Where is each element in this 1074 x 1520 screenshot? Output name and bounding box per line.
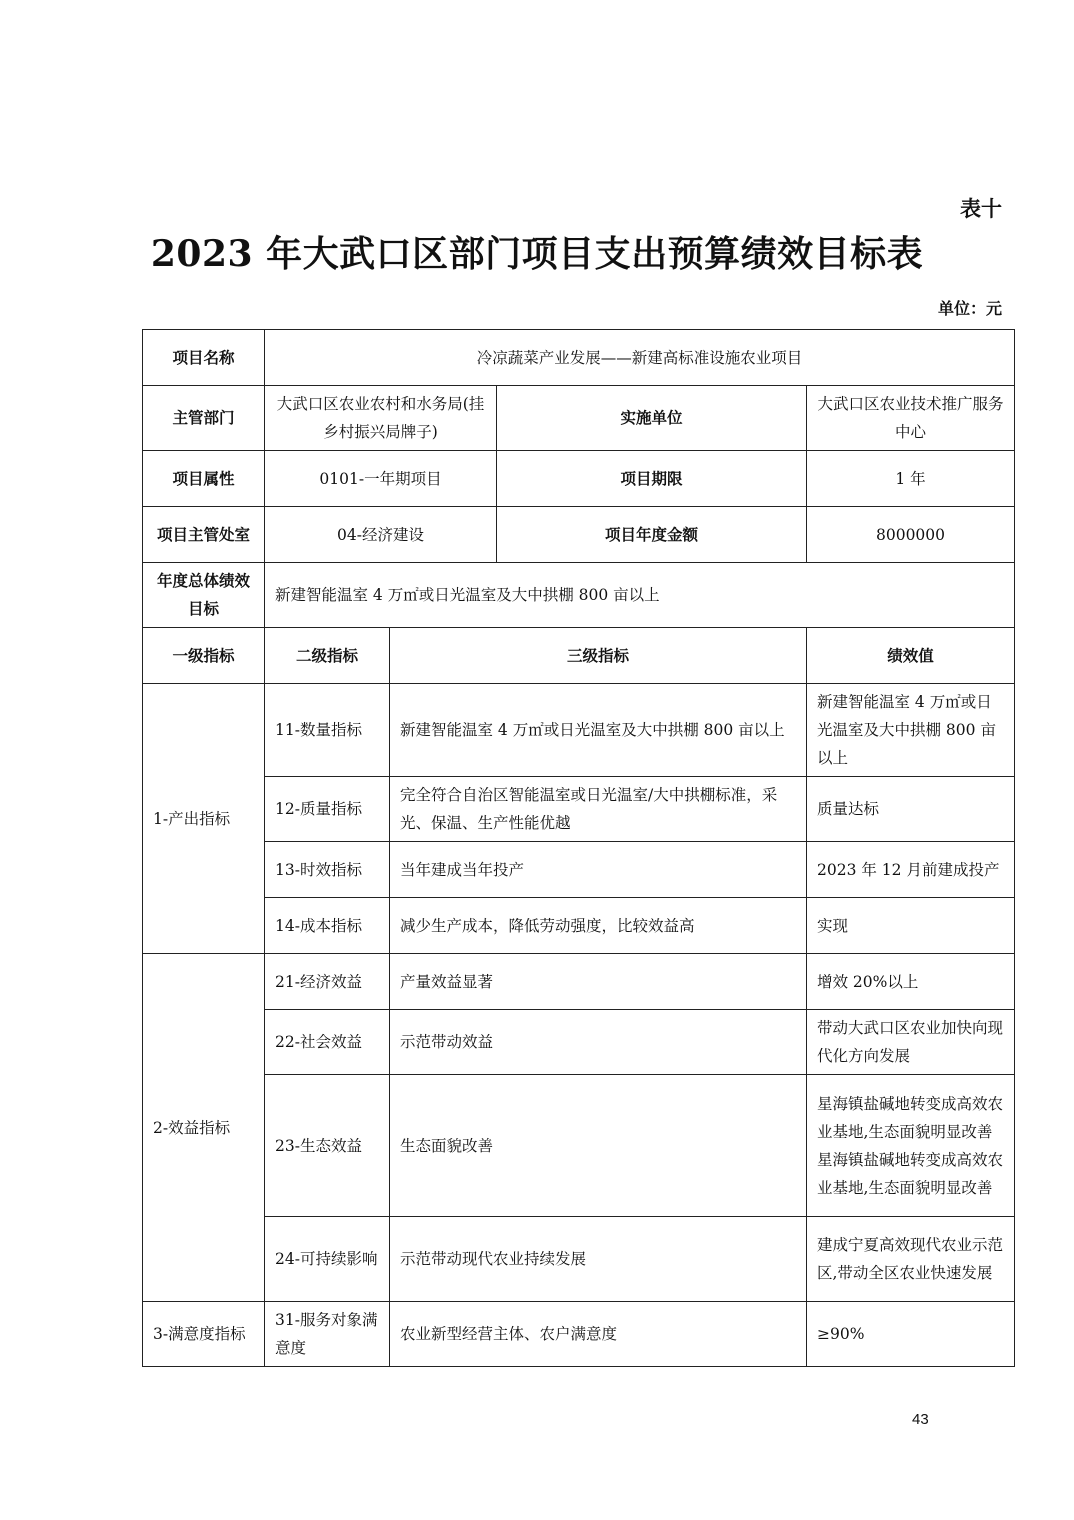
- indicator-row: [143, 898, 1015, 954]
- annual-goal-label: 年度总体绩效目标: [143, 563, 265, 628]
- project-name-value: 冷凉蔬菜产业发展——新建高标准设施农业项目: [265, 330, 1015, 386]
- level1-indicator: 1-产出指标: [143, 684, 265, 954]
- indicator-row: [143, 1010, 1015, 1075]
- level2-indicator: 11-数量指标: [265, 684, 390, 777]
- performance-value: 星海镇盐碱地转变成高效农业基地,生态面貌明显改善星海镇盐碱地转变成高效农业基地,生态面貌明显改善: [807, 1075, 1015, 1217]
- indicator-row: [143, 684, 1015, 777]
- level3-indicator: 示范带动效益: [390, 1010, 807, 1075]
- annual-goal-value: 新建智能温室 4 万㎡或日光温室及大中拱棚 800 亩以上: [265, 563, 1015, 628]
- managing-office-value: 04-经济建设: [265, 507, 497, 563]
- project-name-label: 项目名称: [143, 330, 265, 386]
- performance-table: [142, 329, 1015, 1367]
- indicator-row: [143, 954, 1015, 1010]
- performance-value: 2023 年 12 月前建成投产: [807, 842, 1015, 898]
- implementing-unit-value: 大武口区农业技术推广服务中心: [807, 386, 1015, 451]
- performance-value: 增效 20%以上: [807, 954, 1015, 1010]
- performance-value: 实现: [807, 898, 1015, 954]
- level2-indicator: 12-质量指标: [265, 777, 390, 842]
- level3-indicator: 完全符合自治区智能温室或日光温室/大中拱棚标准，采光、保温、生产性能优越: [390, 777, 807, 842]
- header-level2: 二级指标: [265, 628, 390, 684]
- unit-label: 单位：元: [937, 299, 1002, 318]
- performance-value: 新建智能温室 4 万㎡或日光温室及大中拱棚 800 亩以上: [807, 684, 1015, 777]
- level2-indicator: 13-时效指标: [265, 842, 390, 898]
- page-title: 2023 年大武口区部门项目支出预算绩效目标表: [150, 233, 924, 275]
- performance-value: 建成宁夏高效现代农业示范区,带动全区农业快速发展: [807, 1217, 1015, 1302]
- row-indicator-headers: [143, 628, 1015, 684]
- implementing-unit-label: 实施单位: [497, 386, 807, 451]
- performance-value: 质量达标: [807, 777, 1015, 842]
- header-value: 绩效值: [807, 628, 1015, 684]
- indicator-row: [143, 842, 1015, 898]
- header-level1: 一级指标: [143, 628, 265, 684]
- header-level3: 三级指标: [390, 628, 807, 684]
- row-attribute: [143, 451, 1015, 507]
- row-office: [143, 507, 1015, 563]
- performance-value: 带动大武口区农业加快向现代化方向发展: [807, 1010, 1015, 1075]
- level1-indicator: 3-满意度指标: [143, 1302, 265, 1367]
- project-attribute-label: 项目属性: [143, 451, 265, 507]
- table-number: 表十: [960, 196, 1002, 221]
- indicator-row: [143, 777, 1015, 842]
- level2-indicator: 31-服务对象满意度: [265, 1302, 390, 1367]
- indicator-row: [143, 1075, 1015, 1217]
- project-period-label: 项目期限: [497, 451, 807, 507]
- level3-indicator: 产量效益显著: [390, 954, 807, 1010]
- managing-office-label: 项目主管处室: [143, 507, 265, 563]
- level2-indicator: 24-可持续影响: [265, 1217, 390, 1302]
- indicator-row: [143, 1302, 1015, 1367]
- row-annual-goal: [143, 563, 1015, 628]
- row-project-name: [143, 330, 1015, 386]
- level3-indicator: 农业新型经营主体、农户满意度: [390, 1302, 807, 1367]
- level2-indicator: 14-成本指标: [265, 898, 390, 954]
- row-department: [143, 386, 1015, 451]
- page-number: 43: [912, 1411, 929, 1428]
- level3-indicator: 新建智能温室 4 万㎡或日光温室及大中拱棚 800 亩以上: [390, 684, 807, 777]
- department-value: 大武口区农业农村和水务局(挂乡村振兴局牌子): [265, 386, 497, 451]
- level2-indicator: 22-社会效益: [265, 1010, 390, 1075]
- level1-indicator: 2-效益指标: [143, 954, 265, 1302]
- annual-amount-label: 项目年度金额: [497, 507, 807, 563]
- project-attribute-value: 0101-一年期项目: [265, 451, 497, 507]
- department-label: 主管部门: [143, 386, 265, 451]
- level3-indicator: 生态面貌改善: [390, 1075, 807, 1217]
- level2-indicator: 21-经济效益: [265, 954, 390, 1010]
- level3-indicator: 减少生产成本，降低劳动强度，比较效益高: [390, 898, 807, 954]
- project-period-value: 1 年: [807, 451, 1015, 507]
- indicator-row: [143, 1217, 1015, 1302]
- level3-indicator: 当年建成当年投产: [390, 842, 807, 898]
- level2-indicator: 23-生态效益: [265, 1075, 390, 1217]
- annual-amount-value: 8000000: [807, 507, 1015, 563]
- level3-indicator: 示范带动现代农业持续发展: [390, 1217, 807, 1302]
- performance-value: ≥90%: [807, 1302, 1015, 1367]
